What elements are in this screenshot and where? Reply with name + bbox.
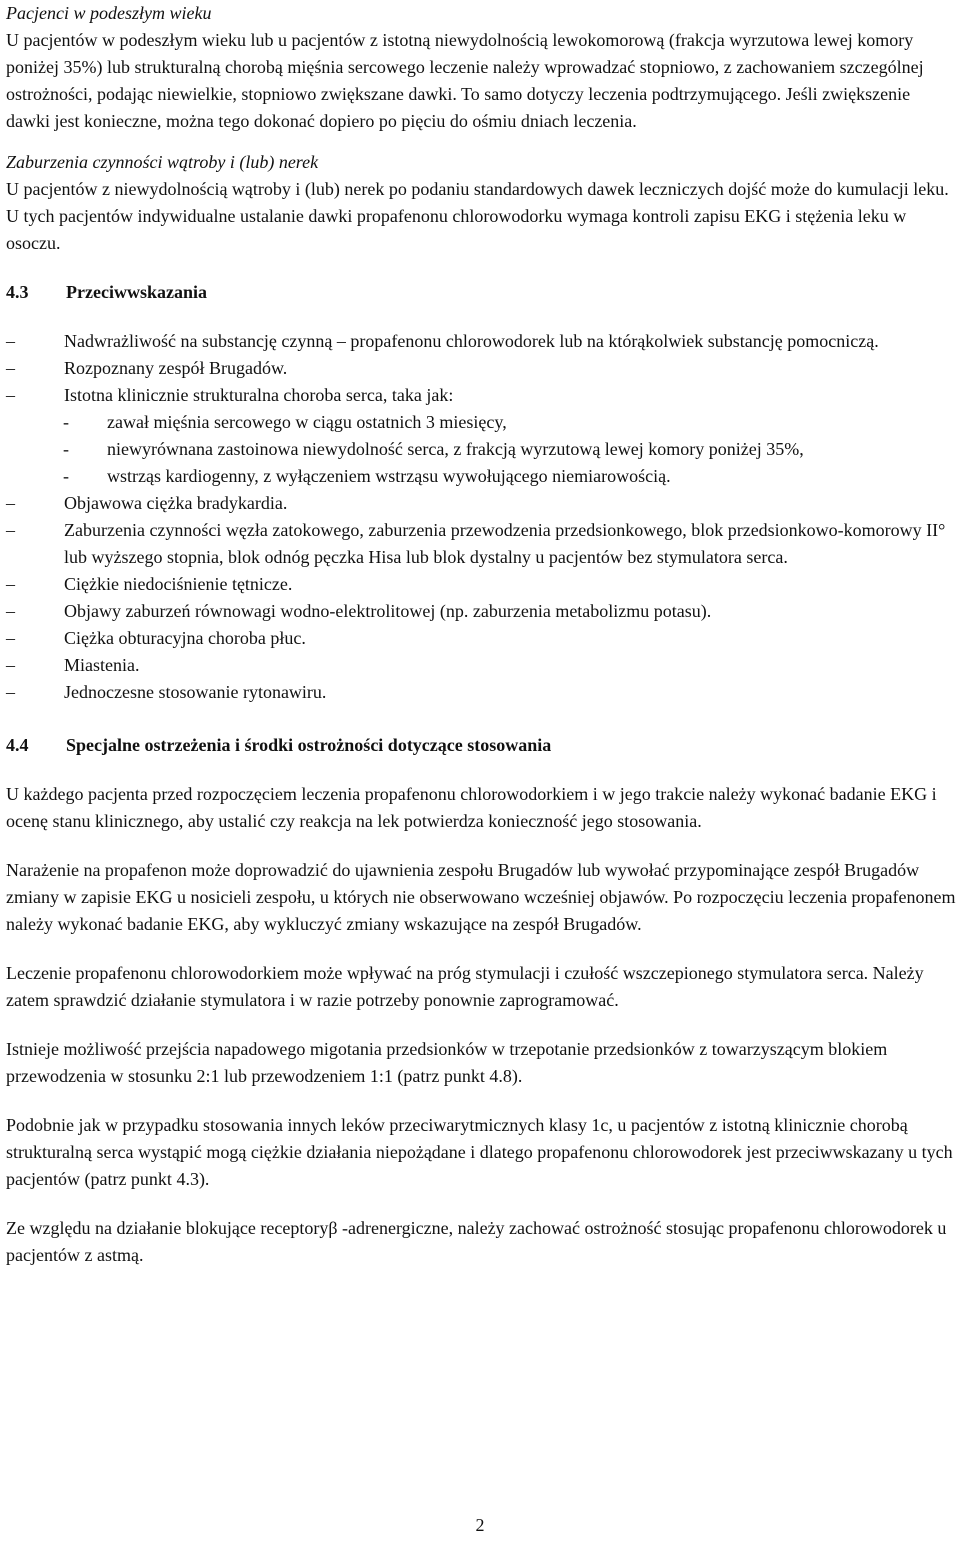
liver-kidney-paragraph: U pacjentów z niewydolnością wątroby i (lub) nerek po podaniu standardowych dawek leczniczych dojść może do kumulacji leku. U tych pacjentów indywidualne ustalanie dawki propafenonu chlorowodorku wymaga kontroli zapisu EKG i stężenia leku w osoczu.: [6, 179, 949, 253]
list-item-text: Rozpoznany zespół Brugadów.: [64, 358, 288, 378]
list-item-text: Ciężka obturacyjna choroba płuc.: [64, 628, 306, 648]
list-item-text: Zaburzenia czynności węzła zatokowego, zaburzenia przewodzenia przedsionkowego, blok przedsionkowo-komorowy II° lub wyższego stopnia, blok odnóg pęczka Hisa lub blok dystalny u pacjentów bez stymulatora serca.: [64, 520, 946, 567]
warning-paragraph: Leczenie propafenonu chlorowodorkiem może wpływać na próg stymulacji i czułość wszczepionego stymulatora serca. Należy zatem sprawdzić działanie stymulatora i w razie potrzeby ponownie zaprogramować.: [6, 963, 924, 1010]
hyphen-bullet: -: [63, 466, 69, 486]
section-title: Specjalne ostrzeżenia i środki ostrożności dotyczące stosowania: [66, 735, 552, 755]
list-item-text: Istotna klinicznie strukturalna choroba serca, taka jak:: [64, 385, 454, 405]
warning-paragraph: U każdego pacjenta przed rozpoczęciem leczenia propafenonu chlorowodorkiem i w jego trakcie należy wykonać badanie EKG i ocenę stanu klinicznego, aby ustalić czy reakcja na lek potwierdza konieczność jego stosowania.: [6, 784, 937, 831]
document-page: [6, 0, 956, 1269]
section-4-3-heading: [6, 279, 956, 306]
dash-bullet: –: [6, 358, 15, 378]
warning-paragraph: Narażenie na propafenon może doprowadzić do ujawnienia zespołu Brugadów lub wywołać przypominające zespół Brugadów zmiany w zapisie EKG u nosicieli zespołu, u których nie obserwowano wcześniej objawów. Po rozpoczęciu leczenia propafenonem należy wykonać badanie EKG, aby wykluczyć zmiany wskazujące na zespół Brugadów.: [6, 860, 956, 934]
sub-list-item-text: zawał mięśnia sercowego w ciągu ostatnich 3 miesięcy,: [107, 412, 507, 432]
dash-bullet: –: [6, 655, 15, 675]
list-item: [6, 571, 956, 598]
list-item-text: Ciężkie niedociśnienie tętnicze.: [64, 574, 293, 594]
section-title: Przeciwwskazania: [66, 282, 207, 302]
sub-list-item: [6, 463, 956, 490]
sub-list-item: [6, 409, 956, 436]
section-4-4-heading: [6, 732, 956, 759]
dash-bullet: –: [6, 331, 15, 351]
elderly-paragraph: U pacjentów w podeszłym wieku lub u pacjentów z istotną niewydolnością lewokomorową (frakcja wyrzutowa lewej komory poniżej 35%) lub strukturalną chorobą mięśnia sercowego leczenie należy wprowadzać stopniowo, z zachowaniem szczególnej ostrożności, podając niewielkie, stopniowo zwiększane dawki. To samo dotyczy leczenia podtrzymującego. Jeśli zwiększenie dawki jest konieczne, można tego dokonać dopiero po pięciu do ośmiu dniach leczenia.: [6, 30, 924, 131]
section-number: 4.4: [6, 735, 29, 755]
list-item: [6, 625, 956, 652]
dash-bullet: –: [6, 574, 15, 594]
dash-bullet: –: [6, 628, 15, 648]
sub-list-item: [6, 436, 956, 463]
list-item: [6, 328, 956, 355]
warning-paragraph: Ze względu na działanie blokujące receptoryβ -adrenergiczne, należy zachować ostrożność stosując propafenonu chlorowodorek u pacjentów z astmą.: [6, 1218, 947, 1265]
list-item: [6, 679, 956, 706]
dash-bullet: –: [6, 682, 15, 702]
list-item: [6, 490, 956, 517]
list-item: [6, 598, 956, 625]
list-item-text: Miastenia.: [64, 655, 140, 675]
warning-paragraph: Istnieje możliwość przejścia napadowego migotania przedsionków w trzepotanie przedsionków z towarzyszącym blokiem przewodzenia w stosunku 2:1 lub przewodzeniem 1:1 (patrz punkt 4.8).: [6, 1039, 888, 1086]
dash-bullet: –: [6, 493, 15, 513]
list-item: [6, 517, 956, 571]
structural-disease-sublist: [64, 409, 956, 490]
sub-list-item-text: wstrząs kardiogenny, z wyłączeniem wstrząsu wywołującego niemiarowością.: [107, 466, 671, 486]
section-number: 4.3: [6, 282, 29, 302]
dash-bullet: –: [6, 520, 15, 540]
list-item-text: Jednoczesne stosowanie rytonawiru.: [64, 682, 327, 702]
hyphen-bullet: -: [63, 439, 69, 459]
list-item-text: Nadwrażliwość na substancję czynną – propafenonu chlorowodorek lub na którąkolwiek substancję pomocniczą.: [64, 331, 879, 351]
liver-kidney-heading: Zaburzenia czynności wątroby i (lub) nerek: [6, 152, 319, 172]
contraindications-list: [6, 328, 956, 706]
hyphen-bullet: -: [63, 412, 69, 432]
sub-list-item-text: niewyrównana zastoinowa niewydolność serca, z frakcją wyrzutową lewej komory poniżej 35%,: [107, 439, 804, 459]
list-item-text: Objawowa ciężka bradykardia.: [64, 493, 288, 513]
elderly-heading: Pacjenci w podeszłym wieku: [6, 3, 212, 23]
list-item: [6, 652, 956, 679]
page-number: 2: [475, 1515, 485, 1535]
dash-bullet: –: [6, 385, 15, 405]
list-item: [6, 382, 956, 490]
warning-paragraph: Podobnie jak w przypadku stosowania innych leków przeciwarytmicznych klasy 1c, u pacjentów z istotną klinicznie chorobą strukturalną serca wystąpić mogą ciężkie działania niepożądane i dlatego propafenonu chlorowodorek jest przeciwwskazany u tych pacjentów (patrz punkt 4.3).: [6, 1115, 953, 1189]
dash-bullet: –: [6, 601, 15, 621]
list-item: [6, 355, 956, 382]
list-item-text: Objawy zaburzeń równowagi wodno-elektrolitowej (np. zaburzenia metabolizmu potasu).: [64, 601, 712, 621]
